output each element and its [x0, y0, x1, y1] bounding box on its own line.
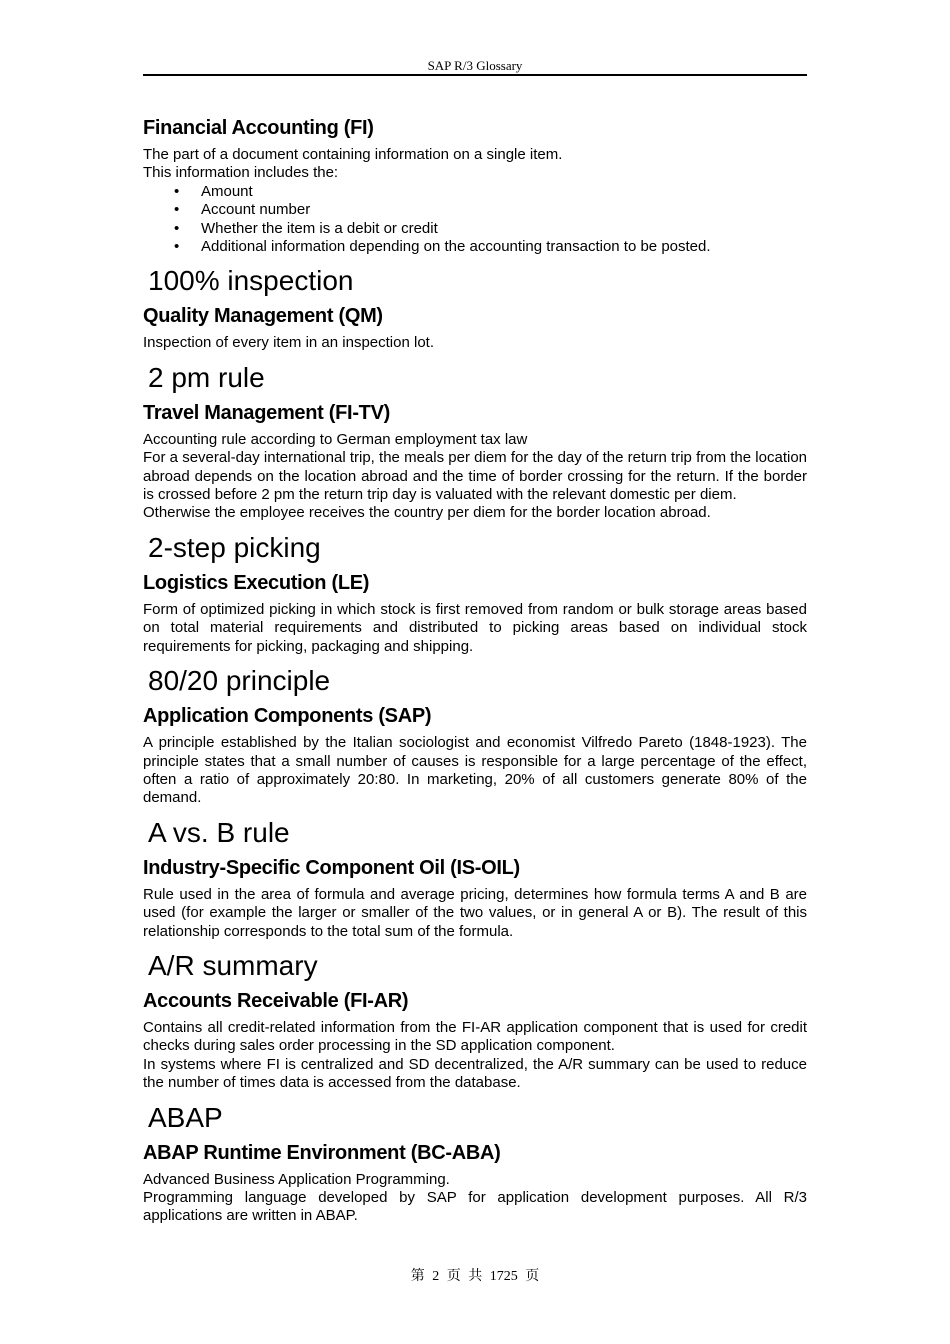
glossary-content [143, 116, 807, 1226]
component-heading: Travel Management (FI-TV) [143, 401, 390, 424]
bullet-icon: • [174, 201, 180, 219]
paragraph: Inspection of every item in an inspection lot. [143, 334, 434, 352]
paragraph: Programming language developed by SAP for application development purposes. All R/3 applications are written in ABAP. [143, 1188, 807, 1225]
bullet-icon: • [174, 219, 180, 237]
bullet-icon: • [174, 238, 180, 256]
component-heading: Accounts Receivable (FI-AR) [143, 989, 409, 1012]
component-heading: Quality Management (QM) [143, 305, 383, 328]
glossary-term: 2 pm rule [148, 361, 265, 393]
header-rule [143, 74, 807, 76]
glossary-term: 2-step picking [148, 531, 321, 563]
paragraph: This information includes the: [143, 164, 339, 182]
list-item [174, 201, 807, 219]
list-item-text: Additional information depending on the accounting transaction to be posted. [201, 238, 711, 256]
paragraph: The part of a document containing information on a single item. [143, 146, 563, 163]
paragraph: Advanced Business Application Programming. [143, 1170, 450, 1188]
paragraph: Rule used in the area of formula and average pricing, determines how formula terms A and B are used (for example the larger or smaller of the two values, or in general A or B). The result of this relationship corresponds to the total sum of the formula. [143, 885, 807, 940]
component-heading: ABAP Runtime Environment (BC-ABA) [143, 1141, 501, 1164]
paragraph: For a several-day international trip, the meals per diem for the day of the return trip from the location abroad depends on the location abroad and the time of border crossing for the return. If the border is crossed before 2 pm the return trip day is valuated with the relevant domestic per diem. [143, 449, 807, 504]
paragraph: Accounting rule according to German employment tax law [143, 430, 528, 448]
glossary-term: 80/20 principle [148, 665, 331, 697]
list-item-text: Amount [201, 182, 253, 200]
component-heading: Application Components (SAP) [143, 705, 432, 728]
glossary-term: A vs. B rule [148, 816, 290, 848]
list-item-text: Whether the item is a debit or credit [201, 219, 438, 237]
page-header: SAP R/3 Glossary [427, 58, 523, 73]
paragraph: A principle established by the Italian sociologist and economist Vilfredo Pareto (1848-1923). The principle states that a small number of causes is responsible for a large percentage of the effect, often a ratio of approximately 20:80. In marketing, 20% of all customers generate 80% of the demand. [143, 734, 807, 807]
paragraph: Contains all credit-related information from the FI-AR application component that is used for credit checks during sales order processing in the SD application component. [143, 1018, 807, 1055]
component-heading: Industry-Specific Component Oil (IS-OIL) [143, 856, 520, 879]
glossary-term: ABAP [148, 1101, 223, 1133]
bullet-icon: • [174, 182, 180, 200]
component-heading: Financial Accounting (FI) [143, 117, 374, 139]
list-item-text: Account number [201, 201, 311, 219]
component-heading: Logistics Execution (LE) [143, 571, 370, 594]
paragraph: Otherwise the employee receives the country per diem for the border location abroad. [143, 504, 711, 522]
list-item [174, 219, 807, 238]
bullet-list [143, 183, 807, 257]
glossary-term: 100% inspection [148, 265, 354, 297]
page-footer: 第 2 页 共 1725 页 [410, 1269, 540, 1284]
glossary-term: A/R summary [148, 949, 318, 981]
paragraph: In systems where FI is centralized and SD decentralized, the A/R summary can be used to reduce the number of times data is accessed from the database. [143, 1055, 807, 1092]
paragraph: Form of optimized picking in which stock is first removed from random or bulk storage areas based on total material requirements and distributed to picking areas based on individual stock requirements for picking, packaging and shipping. [143, 600, 807, 655]
list-item [174, 182, 807, 201]
list-item [174, 238, 807, 256]
